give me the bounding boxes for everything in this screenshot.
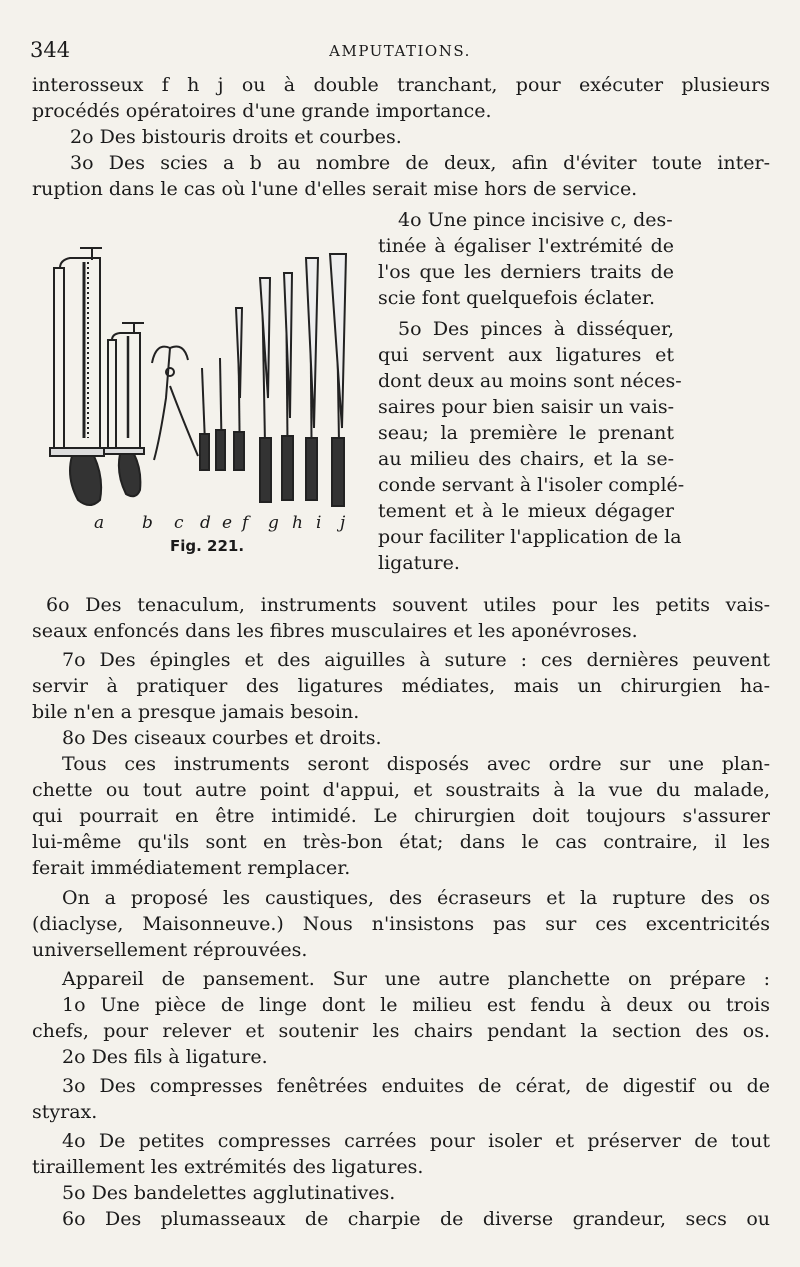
text-line: 6o Des plumasseaux de charpie de diverse grandeur, secs ou: [62, 1208, 770, 1230]
text-line: conde servant à l'isoler complé-: [378, 474, 685, 496]
text-line: ligature.: [378, 552, 460, 574]
text-line: 8o Des ciseaux courbes et droits.: [62, 727, 382, 749]
text-line: scie font quelquefois éclater.: [378, 287, 656, 309]
bistouri-g-icon: [260, 278, 271, 502]
text-line-section-heading: Appareil de pansement. Sur une autre planchette on prépare :: [62, 968, 770, 990]
text-line: 3o Des compresses fenêtrées enduites de cérat, de digestif ou de: [62, 1075, 770, 1097]
text-line: qui servent aux ligatures et: [378, 344, 674, 366]
text-line: au milieu des chairs, et la se-: [378, 448, 674, 470]
text-line: On a proposé les caustiques, des écraseurs et la rupture des os: [62, 887, 770, 909]
text-line: universellement réprouvées.: [32, 939, 308, 961]
page-header: [30, 38, 770, 66]
text-line: 1o Une pièce de linge dont le milieu est fendu à deux ou trois: [62, 994, 770, 1016]
text-line: ruption dans le cas où l'une d'elles serait mise hors de service.: [32, 178, 638, 200]
text-line: tement et à le mieux dégager: [378, 500, 674, 522]
saw-a-icon: [50, 248, 104, 505]
figure-letter: f: [242, 513, 249, 533]
text-line: 4o Une pince incisive c, des-: [398, 209, 673, 231]
text-line: 2o Des fils à ligature.: [62, 1046, 268, 1068]
figure-letters: [30, 513, 370, 537]
page-number: 344: [30, 38, 71, 62]
surgical-instruments-figure: [30, 238, 370, 558]
text-line: 2o Des bistouris droits et courbes.: [70, 126, 402, 148]
text-line: procédés opératoires d'une grande importance.: [32, 100, 492, 122]
bistouri-i-icon: [306, 258, 318, 500]
text-line: 6o Des tenaculum, instruments souvent utiles pour les petits vais-: [46, 594, 770, 616]
text-line: qui pourrait en être intimidé. Le chirurgien doit toujours s'assurer: [32, 805, 770, 827]
figure-letter: h: [292, 513, 303, 533]
bistouri-j-icon: [330, 254, 346, 506]
text-line: styrax.: [32, 1101, 98, 1123]
figure-letter: b: [142, 513, 153, 533]
figure-caption: Fig. 221.: [170, 537, 245, 555]
text-line: seau; la première le prenant: [378, 422, 674, 444]
text-line: tiraillement les extrémités des ligatures.: [32, 1156, 424, 1178]
pincer-c-icon: [152, 347, 198, 461]
text-line: tinée à égaliser l'extrémité de: [378, 235, 674, 257]
text-line: bile n'en a presque jamais besoin.: [32, 701, 360, 723]
figure-letter: c: [174, 513, 184, 533]
bistouri-d-icon: [200, 368, 209, 470]
text-line: seaux enfoncés dans les fibres musculaires et les aponévroses.: [32, 620, 638, 642]
figure-letter: a: [94, 513, 105, 533]
text-line: 7o Des épingles et des aiguilles à suture : ces dernières peuvent: [62, 649, 770, 671]
figure-letter: e: [222, 513, 233, 533]
text-line: chette ou tout autre point d'appui, et soustraits à la vue du malade,: [32, 779, 770, 801]
text-line: chefs, pour relever et soutenir les chairs pendant la section des os.: [32, 1020, 770, 1042]
text-line: l'os que les derniers traits de: [378, 261, 674, 283]
text-line: interosseux f h j ou à double tranchant, pour exécuter plusieurs: [32, 74, 770, 96]
figure-letter: j: [340, 513, 346, 533]
text-line: saires pour bien saisir un vais-: [378, 396, 674, 418]
text-line: 5o Des bandelettes agglutinatives.: [62, 1182, 396, 1204]
text-line: 3o Des scies a b au nombre de deux, afin d'éviter toute inter-: [70, 152, 770, 174]
text-line: lui-même qu'ils sont en très-bon état; dans le cas contraire, il les: [32, 831, 770, 853]
bistouri-h-icon: [282, 273, 293, 500]
figure-letter: g: [268, 513, 279, 533]
text-line: Tous ces instruments seront disposés avec ordre sur une plan-: [62, 753, 770, 775]
text-line: 5o Des pinces à disséquer,: [398, 318, 674, 340]
text-line: ferait immédiatement remplacer.: [32, 857, 351, 879]
text-line: pour faciliter l'application de la: [378, 526, 682, 548]
running-title: AMPUTATIONS.: [329, 42, 471, 60]
text-line: servir à pratiquer des ligatures médiates, mais un chirurgien ha-: [32, 675, 770, 697]
text-line: 4o De petites compresses carrées pour isoler et préserver de tout: [62, 1130, 770, 1152]
text-line: (diaclyse, Maisonneuve.) Nous n'insistons pas sur ces excentricités: [32, 913, 770, 935]
saw-b-icon: [104, 323, 144, 496]
text-line: dont deux au moins sont néces-: [378, 370, 682, 392]
figure-letter: d: [200, 513, 211, 533]
figure-letter: i: [316, 513, 322, 533]
bistouri-f-icon: [234, 308, 244, 470]
bistouri-e-icon: [216, 358, 225, 470]
